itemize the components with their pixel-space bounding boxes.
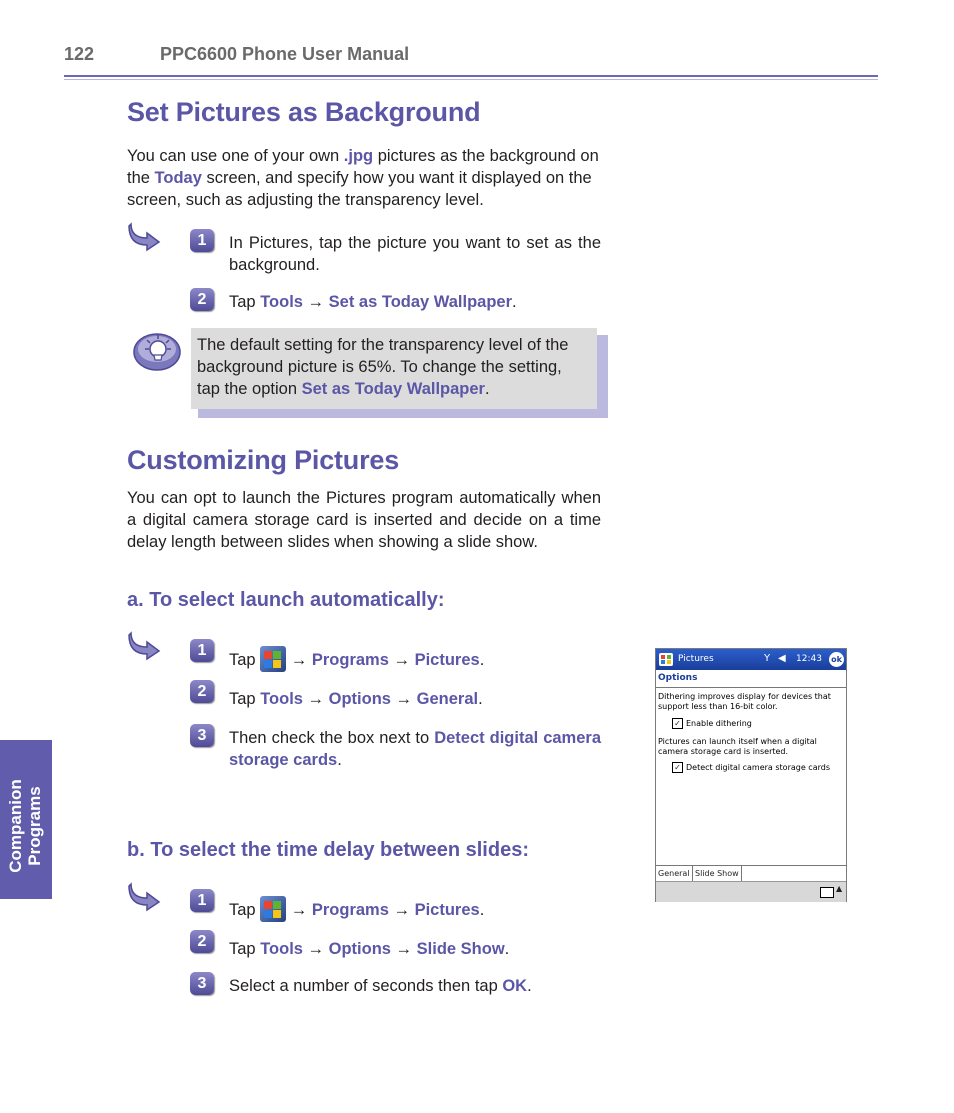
arrow-text: → [388,651,415,669]
note-text [197,334,589,400]
step-number-badge: 3 [190,724,214,747]
menu-options: Options [328,690,391,708]
enable-dithering-label: Enable dithering [686,719,752,728]
arrow-text: → [286,901,312,919]
step-text [229,938,601,960]
step-number-badge: 1 [190,889,214,912]
procedure-arrow-icon [127,222,161,252]
step-text [229,727,601,771]
device-clock: 12:43 [796,654,822,664]
keyboard-icon[interactable] [820,887,834,898]
step-prefix: Select a number of seconds then tap [229,977,503,995]
arrow-text: → [390,940,417,958]
menu-general: General [416,690,479,708]
intro-text: You can use one of your own [127,147,344,165]
step-text [229,896,601,922]
step-prefix: Tap [229,293,261,311]
arrow-text: → [302,690,329,708]
menu-slide-show: Slide Show [416,940,505,958]
option-detect-card: Detect digital camera storage cards [229,729,601,769]
step-prefix: Tap [229,901,261,919]
step-prefix: Then check the box next to [229,729,435,747]
chapter-side-tab-label [6,750,46,902]
menu-programs: Programs [311,901,389,919]
step-text [229,975,601,997]
manual-title: PPC6600 Phone User Manual [160,44,410,64]
menu-set-wallpaper: Set as Today Wallpaper [328,293,513,311]
arrow-text: → [302,940,329,958]
step-number-badge: 2 [190,680,214,703]
menu-options: Options [328,940,391,958]
intro-text: pictures as the background on the [127,147,599,187]
side-tab-line: Programs [25,786,44,866]
detect-card-checkbox[interactable]: ✓ [672,762,683,773]
arrow-text: → [388,901,415,919]
divider [656,687,846,688]
device-title-bar [656,649,846,670]
period: . [512,293,517,311]
signal-icon: Y [764,653,771,664]
step-text: In Pictures, tap the picture you want to set as the background. [229,234,601,274]
arrow-text: → [286,651,312,669]
step-number-badge: 2 [190,288,214,311]
note-body: The default setting for the transparency level of the background picture is 65%. To change the setting, tap the option [197,336,569,398]
menu-tools: Tools [260,293,303,311]
step-prefix: Tap [229,940,261,958]
device-app-title: Pictures [678,654,714,664]
lightbulb-tip-icon [131,328,181,372]
section-title-set-background: Set Pictures as Background [127,97,481,127]
menu-tools: Tools [260,690,303,708]
menu-programs: Programs [311,651,389,669]
arrow-text: → [302,293,329,311]
intro-text: screen, and specify how you want it displayed on the screen, such as adjusting the transparency level. [127,169,592,209]
step-number-badge: 3 [190,972,214,995]
note-highlight: Set as Today Wallpaper [301,380,485,398]
step-number-badge: 1 [190,639,214,662]
header-rule-thin [64,79,878,80]
section2-intro: You can opt to launch the Pictures program automatically when a digital camera storage card is inserted and decide on a time delay length between slides when showing a slide show. [127,489,601,551]
section1-intro [127,145,601,211]
period: . [504,940,510,958]
menu-pictures: Pictures [414,901,480,919]
side-tab-line: Companion [6,779,25,873]
detect-card-label: Detect digital camera storage cards [686,763,831,772]
dither-description: Dithering improves display for devices that support less than 16-bit color. [658,692,831,711]
header-rule [64,75,878,77]
tab-slide-show[interactable]: Slide Show [693,866,742,881]
speaker-icon[interactable]: ◀ [778,653,786,664]
options-heading: Options [658,673,698,683]
launch-description: Pictures can launch itself when a digital camera storage card is inserted. [658,737,817,756]
step-text [229,291,601,313]
step-prefix: Tap [229,651,261,669]
period: . [337,751,342,769]
subsection-title-time-delay: b. To select the time delay between slides: [127,839,529,861]
jpg-highlight: .jpg [343,147,374,165]
period: . [479,651,485,669]
section-title-customizing: Customizing Pictures [127,445,400,475]
input-arrow-icon[interactable]: ▲ [836,884,843,893]
ok-highlight: OK [502,977,528,995]
step-text [229,646,601,672]
today-highlight: Today [154,169,202,187]
period: . [527,977,532,995]
tab-general[interactable]: General [656,866,693,881]
device-command-bar [656,881,846,902]
page-number: 122 [64,44,95,64]
menu-pictures: Pictures [414,651,480,669]
menu-tools: Tools [260,940,303,958]
step-number-badge: 1 [190,229,214,252]
step-text [229,688,601,710]
procedure-arrow-icon [127,882,161,912]
start-flag-icon[interactable] [659,653,673,666]
windows-start-icon [260,646,286,672]
period: . [484,380,490,398]
period: . [479,901,485,919]
step-prefix: Tap [229,690,261,708]
period: . [478,690,483,708]
subsection-title-launch: a. To select launch automatically: [127,589,445,611]
step-number-badge: 2 [190,930,214,953]
arrow-text: → [390,690,417,708]
enable-dithering-checkbox[interactable]: ✓ [672,718,683,729]
windows-start-icon [260,896,286,922]
device-screenshot [655,648,847,902]
device-tab-bar [656,865,846,882]
procedure-arrow-icon [127,631,161,661]
ok-button[interactable]: ok [829,652,844,667]
